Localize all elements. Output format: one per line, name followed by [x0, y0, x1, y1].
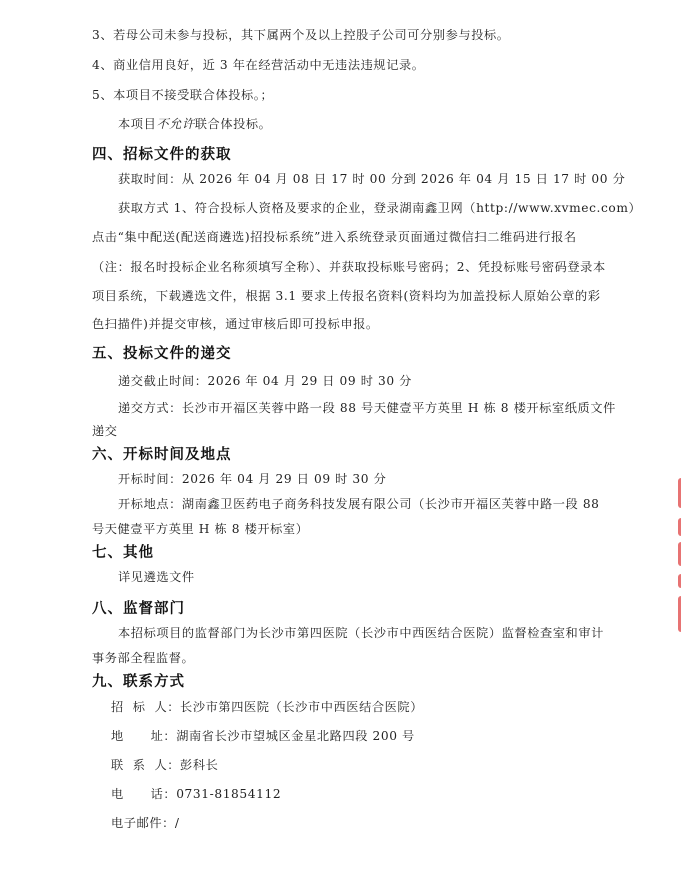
acquisition-method-line-4: 项目系统，下载遴选文件，根据 3.1 要求上传报名资料(资料均为加盖投标人原始公章的彩 — [92, 289, 601, 303]
supervision-line-1: 本招标项目的监督部门为长沙市第四医院（长沙市中西医结合医院）监督检查室和审计 — [118, 626, 604, 640]
acquisition-method-line-3: （注：报名时投标企业名称须填写全称）、并获取投标账号密码；2、凭投标账号密码登录本 — [92, 260, 606, 274]
contact-person: 联 系 人：彭科长 — [111, 758, 219, 772]
acquisition-method-line-1: 获取方式 1、符合投标人资格及要求的企业，登录湖南鑫卫网（http://www.xvmec.com） — [118, 201, 642, 215]
red-seal-stamp-edge — [678, 478, 690, 638]
opening-time: 开标时间：2026 年 04 月 29 日 09 时 30 分 — [118, 472, 387, 486]
acquisition-method-line-5: 色扫描件)并提交审核，通过审核后即可投标申报。 — [92, 317, 379, 331]
contact-phone: 电 话：0731-81854112 — [111, 787, 282, 801]
section-4-heading: 四、招标文件的获取 — [92, 147, 232, 163]
contact-address: 地 址：湖南省长沙市望城区金星北路四段 200 号 — [111, 729, 415, 743]
consortium-emphasis: 不允许 — [156, 117, 195, 131]
contact-tenderer: 招 标 人：长沙市第四医院（长沙市中西医结合医院） — [111, 700, 424, 714]
section-7-heading: 七、其他 — [92, 545, 154, 561]
submission-method-line-1: 递交方式：长沙市开福区芙蓉中路一段 88 号天健壹平方英里 H 栋 8 楼开标室纸质文件 — [118, 401, 616, 415]
supervision-line-2: 事务部全程监督。 — [92, 651, 195, 665]
acquisition-method-line-2: 点击“集中配送(配送商遴选)招投标系统”进入系统登录页面通过微信扫二维码进行报名 — [92, 230, 577, 244]
opening-place-line-1: 开标地点：湖南鑫卫医药电子商务科技发展有限公司（长沙市开福区芙蓉中路一段 88 — [118, 497, 600, 511]
section-8-heading: 八、监督部门 — [92, 601, 185, 617]
requirement-item-4: 4、商业信用良好，近 3 年在经营活动中无违法违规记录。 — [92, 58, 425, 72]
submission-deadline: 递交截止时间：2026 年 04 月 29 日 09 时 30 分 — [118, 374, 412, 388]
requirement-item-3: 3、若母公司未参与投标，其下属两个及以上控股子公司可分别参与投标。 — [92, 28, 510, 42]
section-9-heading: 九、联系方式 — [92, 674, 185, 690]
acquisition-time: 获取时间：从 2026 年 04 月 08 日 17 时 00 分到 2026 年 04 月 15 日 17 时 00 分 — [118, 172, 626, 186]
section-6-heading: 六、开标时间及地点 — [92, 447, 232, 463]
consortium-note: 本项目不允许联合体投标。 — [118, 117, 272, 131]
opening-place-line-2: 号天健壹平方英里 H 栋 8 楼开标室） — [92, 522, 309, 536]
contact-email: 电子邮件：/ — [111, 816, 180, 830]
requirement-item-5: 5、本项目不接受联合体投标。； — [92, 88, 274, 102]
submission-method-line-2: 递交 — [92, 424, 118, 438]
section-5-heading: 五、投标文件的递交 — [92, 346, 232, 362]
other-text: 详见遴选文件 — [118, 570, 195, 584]
